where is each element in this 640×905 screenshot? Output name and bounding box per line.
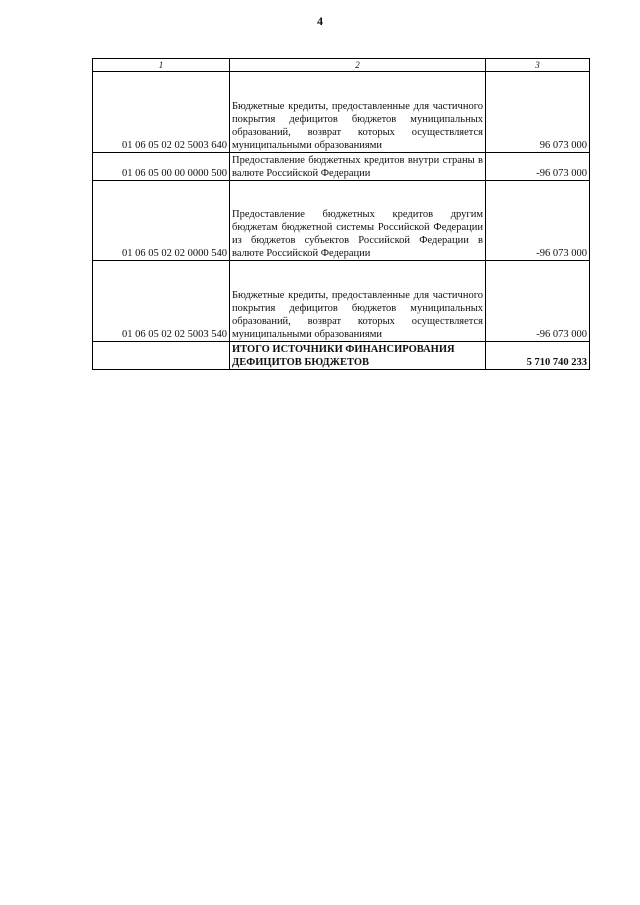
table-row bbox=[93, 181, 590, 261]
row-amount: -96 073 000 bbox=[486, 153, 590, 181]
row-description: Предоставление бюджетных кредитов внутри страны в валюте Российской Федерации bbox=[230, 153, 486, 181]
row-description: Бюджетные кредиты, предоставленные для частичного покрытия дефицитов бюджетов муниципальных образований, возврат которых осуществляется муниципальными образованиями bbox=[230, 261, 486, 342]
total-code bbox=[93, 342, 230, 370]
budget-code: 01 06 05 02 02 0000 540 bbox=[93, 181, 230, 261]
table-row bbox=[93, 153, 590, 181]
budget-code: 01 06 05 02 02 5003 640 bbox=[93, 72, 230, 153]
total-label: ИТОГО ИСТОЧНИКИ ФИНАНСИРОВАНИЯ ДЕФИЦИТОВ БЮДЖЕТОВ bbox=[230, 342, 486, 370]
financing-sources-table bbox=[92, 58, 590, 370]
column-header-3: 3 bbox=[486, 59, 590, 72]
page-number: 4 bbox=[317, 14, 323, 28]
column-header-2: 2 bbox=[230, 59, 486, 72]
table-row bbox=[93, 261, 590, 342]
total-amount: 5 710 740 233 bbox=[486, 342, 590, 370]
row-description: Бюджетные кредиты, предоставленные для частичного покрытия дефицитов бюджетов муниципальных образований, возврат которых осуществляется муниципальными образованиями bbox=[230, 72, 486, 153]
budget-code: 01 06 05 00 00 0000 500 bbox=[93, 153, 230, 181]
table-row bbox=[93, 72, 590, 153]
row-amount: -96 073 000 bbox=[486, 261, 590, 342]
total-row bbox=[93, 342, 590, 370]
column-header-1: 1 bbox=[93, 59, 230, 72]
row-amount: 96 073 000 bbox=[486, 72, 590, 153]
row-amount: -96 073 000 bbox=[486, 181, 590, 261]
table-header-row bbox=[93, 59, 590, 72]
row-description: Предоставление бюджетных кредитов другим бюджетам бюджетной системы Российской Федерации из бюджетов субъектов Российской Федерации в валюте Российской Федерации bbox=[230, 181, 486, 261]
budget-code: 01 06 05 02 02 5003 540 bbox=[93, 261, 230, 342]
